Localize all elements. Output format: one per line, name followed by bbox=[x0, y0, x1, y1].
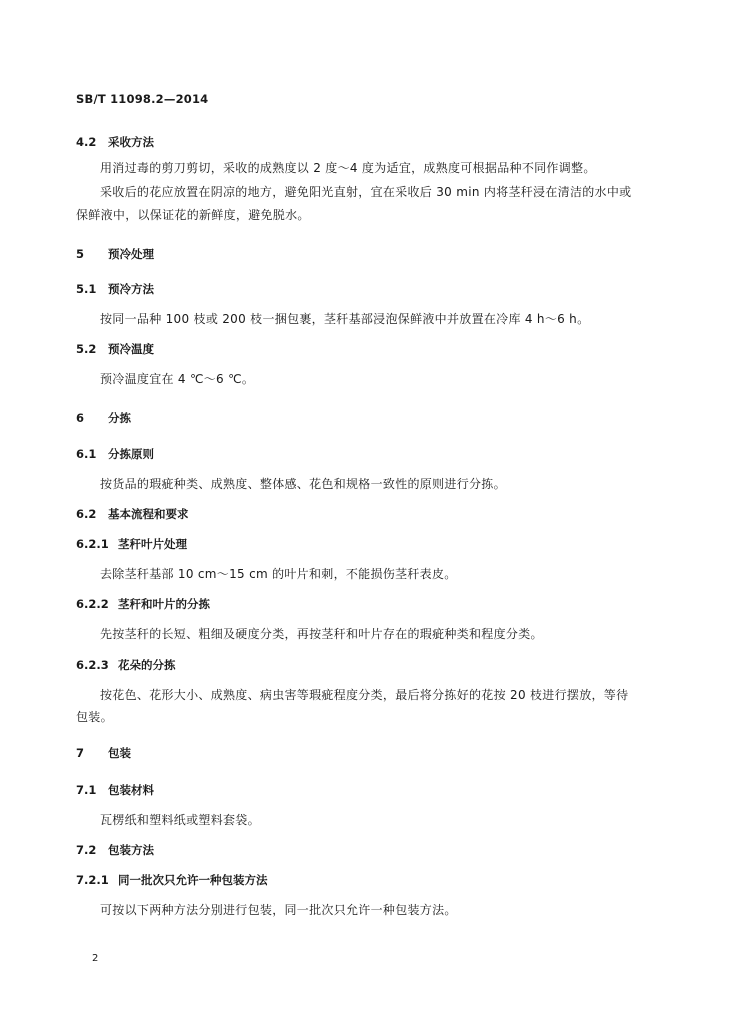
heading-number: 6.2.2 bbox=[76, 597, 109, 611]
heading-number: 6 bbox=[76, 411, 85, 425]
heading-title: 花朵的分拣 bbox=[118, 658, 176, 672]
heading-4-2 bbox=[76, 134, 154, 150]
heading-number: 7.2 bbox=[76, 843, 97, 857]
heading-number: 5.1 bbox=[76, 282, 97, 296]
heading-number: 6.2.3 bbox=[76, 658, 109, 672]
heading-title: 预冷处理 bbox=[108, 247, 154, 261]
heading-title: 茎秆叶片处理 bbox=[118, 537, 187, 551]
heading-number: 7.2.1 bbox=[76, 873, 109, 887]
heading-6-2 bbox=[76, 506, 189, 522]
paragraph: 采收后的花应放置在阴凉的地方，避免阳光直射，宜在采收后 30 min 内将茎秆浸在清洁的水中或 bbox=[100, 185, 632, 199]
heading-number: 5 bbox=[76, 247, 85, 261]
heading-number: 5.2 bbox=[76, 342, 97, 356]
paragraph: 用消过毒的剪刀剪切，采收的成熟度以 2 度～4 度为适宜，成熟度可根据品种不同作调整。 bbox=[100, 161, 596, 175]
heading-6-2-1 bbox=[76, 536, 187, 552]
heading-number: 7 bbox=[76, 746, 85, 760]
paragraph-continuation: 保鲜液中，以保证花的新鲜度，避免脱水。 bbox=[76, 208, 310, 222]
heading-7-2-1 bbox=[76, 872, 268, 888]
heading-title: 包装 bbox=[108, 746, 131, 760]
paragraph: 按货品的瑕疵种类、成熟度、整体感、花色和规格一致性的原则进行分拣。 bbox=[100, 477, 506, 491]
document-header: SB/T 11098.2—2014 bbox=[76, 92, 209, 106]
heading-number: 7.1 bbox=[76, 783, 97, 797]
paragraph: 先按茎秆的长短、粗细及硬度分类，再按茎秆和叶片存在的瑕疵种类和程度分类。 bbox=[100, 627, 543, 641]
paragraph: 瓦楞纸和塑料纸或塑料套袋。 bbox=[100, 813, 260, 827]
heading-title: 预冷方法 bbox=[108, 282, 154, 296]
heading-title: 预冷温度 bbox=[108, 342, 154, 356]
paragraph-continuation: 包装。 bbox=[76, 710, 113, 724]
heading-7-1 bbox=[76, 782, 154, 798]
heading-number: 6.2 bbox=[76, 507, 97, 521]
heading-5 bbox=[76, 246, 154, 262]
heading-title: 基本流程和要求 bbox=[108, 507, 189, 521]
heading-6-1 bbox=[76, 446, 154, 462]
paragraph: 按花色、花形大小、成熟度、病虫害等瑕疵程度分类，最后将分拣好的花按 20 枝进行摆放，等待 bbox=[100, 688, 629, 702]
heading-6 bbox=[76, 410, 131, 426]
heading-5-2 bbox=[76, 341, 154, 357]
heading-title: 采收方法 bbox=[108, 135, 154, 149]
heading-title: 分拣原则 bbox=[108, 447, 154, 461]
paragraph: 去除茎秆基部 10 cm～15 cm 的叶片和刺，不能损伤茎秆表皮。 bbox=[100, 567, 457, 581]
page-number: 2 bbox=[92, 953, 99, 964]
paragraph: 可按以下两种方法分别进行包装，同一批次只允许一种包装方法。 bbox=[100, 903, 457, 917]
paragraph: 预冷温度宜在 4 ℃～6 ℃。 bbox=[100, 372, 255, 386]
heading-title: 茎秆和叶片的分拣 bbox=[118, 597, 210, 611]
heading-7 bbox=[76, 745, 131, 761]
heading-title: 包装方法 bbox=[108, 843, 154, 857]
heading-title: 分拣 bbox=[108, 411, 131, 425]
heading-6-2-3 bbox=[76, 657, 176, 673]
heading-number: 6.2.1 bbox=[76, 537, 109, 551]
paragraph: 按同一品种 100 枝或 200 枝一捆包裹，茎秆基部浸泡保鲜液中并放置在冷库 4 h～6 h。 bbox=[100, 312, 590, 326]
heading-title: 包装材料 bbox=[108, 783, 154, 797]
heading-title: 同一批次只允许一种包装方法 bbox=[118, 873, 268, 887]
heading-number: 4.2 bbox=[76, 135, 97, 149]
heading-number: 6.1 bbox=[76, 447, 97, 461]
heading-6-2-2 bbox=[76, 596, 210, 612]
heading-7-2 bbox=[76, 842, 154, 858]
heading-5-1 bbox=[76, 281, 154, 297]
